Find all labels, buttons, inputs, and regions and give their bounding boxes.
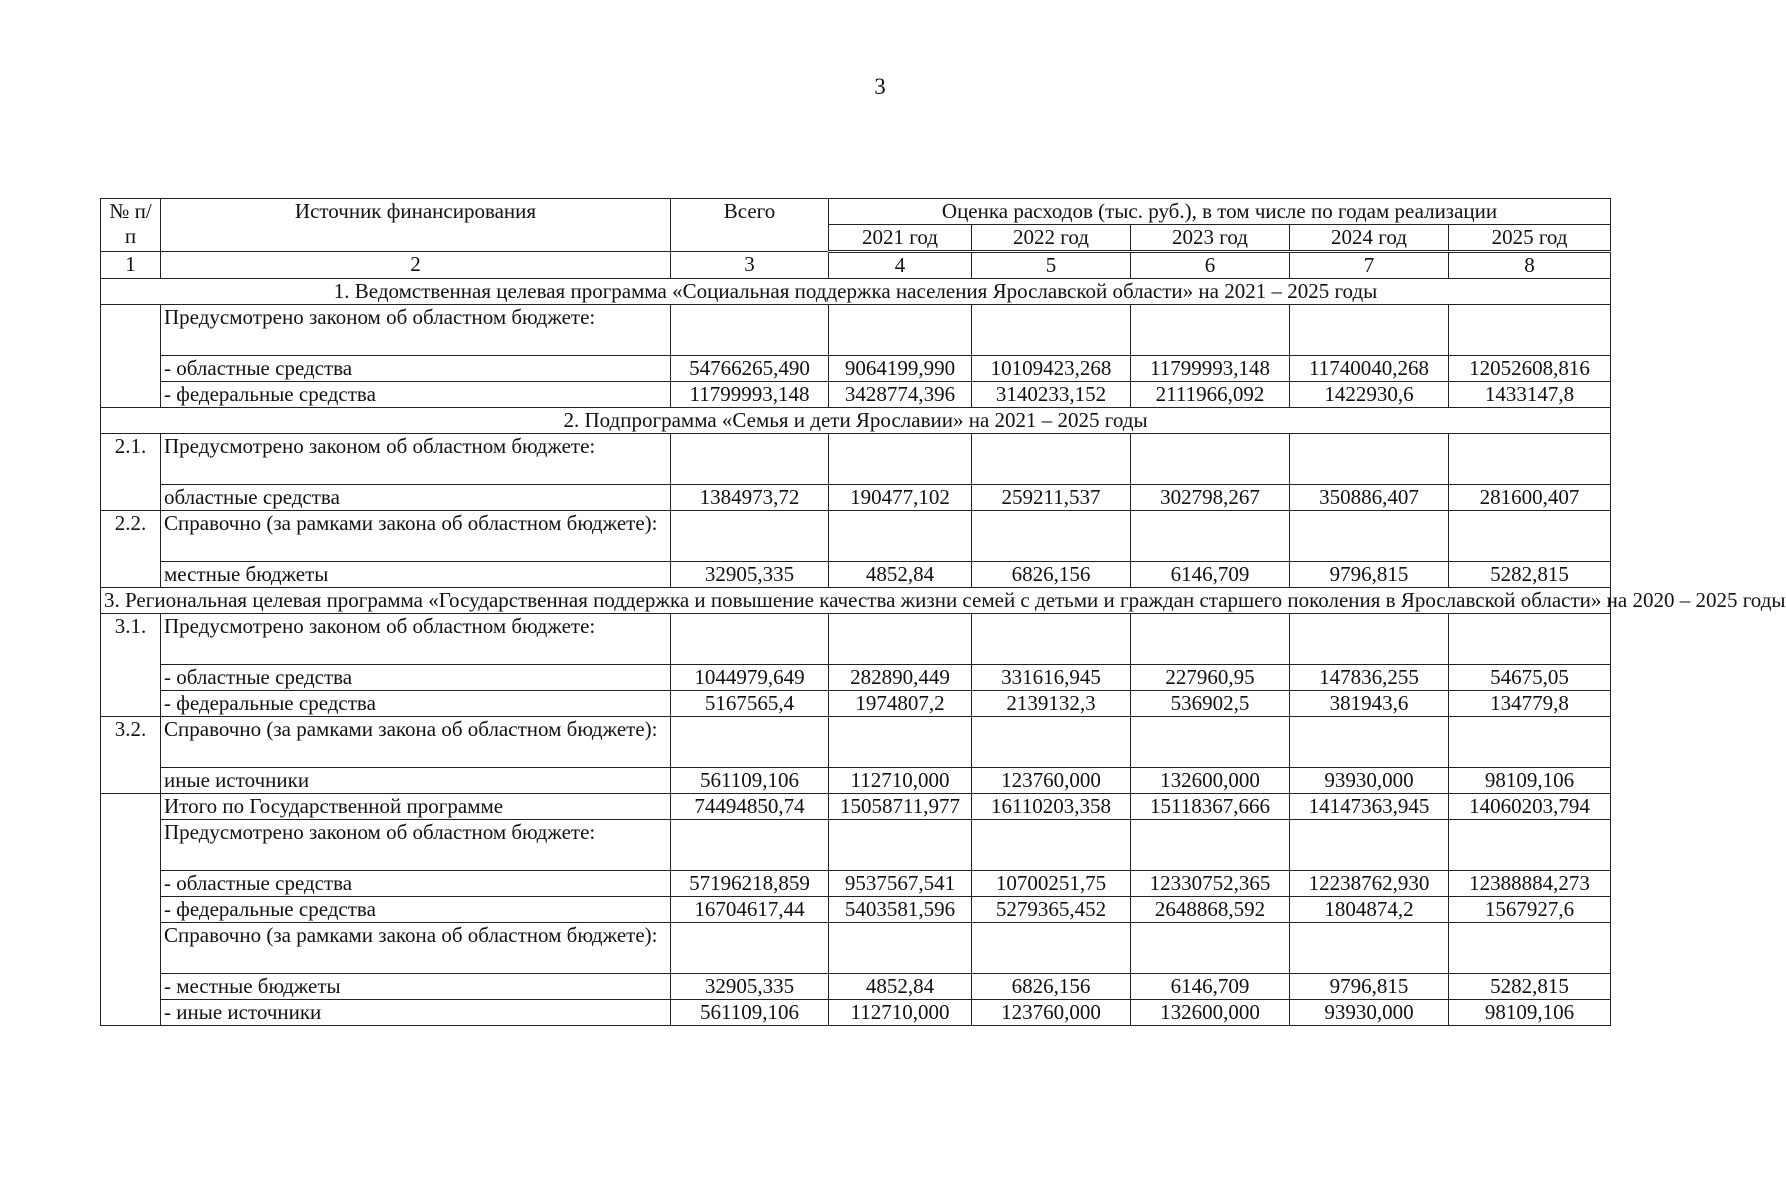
value-cell: 16704617,44 <box>671 897 829 923</box>
source-name: - областные средства <box>161 665 671 691</box>
value-cell: 2139132,3 <box>972 691 1131 717</box>
value-cell <box>1449 820 1611 871</box>
section-1-title: 1. Ведомственная целевая программа «Социальная поддержка населения Ярославской области» на 2021 – 2025 годы <box>101 279 1611 305</box>
value-cell: 282890,449 <box>829 665 972 691</box>
num-cell: 2.2. <box>101 511 161 588</box>
table-row <box>101 1000 1611 1026</box>
value-cell <box>1131 717 1290 768</box>
value-cell: 10700251,75 <box>972 871 1131 897</box>
value-cell <box>1290 923 1449 974</box>
value-cell: 1422930,6 <box>1290 382 1449 408</box>
value-cell <box>829 717 972 768</box>
value-cell <box>1449 614 1611 665</box>
value-cell <box>1449 923 1611 974</box>
value-cell <box>829 511 972 562</box>
source-name: - федеральные средства <box>161 897 671 923</box>
value-cell: 74494850,74 <box>671 794 829 820</box>
value-cell: 4852,84 <box>829 562 972 588</box>
header-source: Источник финансирования <box>161 199 671 252</box>
table-row <box>101 434 1611 485</box>
value-cell <box>1449 511 1611 562</box>
value-cell <box>972 305 1131 356</box>
value-cell: 331616,945 <box>972 665 1131 691</box>
section-3-title: 3. Региональная целевая программа «Государственная поддержка и повышение качества жизни семей с детьми и граждан старшего поколения в Ярославской области» на 2020 – 2025 годы <box>101 588 1611 614</box>
value-cell: 227960,95 <box>1131 665 1290 691</box>
value-cell <box>1290 717 1449 768</box>
value-cell: 3140233,152 <box>972 382 1131 408</box>
section-title-row <box>101 588 1611 614</box>
header-year: 2023 год <box>1131 225 1290 252</box>
column-numbers-row <box>101 252 1611 279</box>
value-cell: 14147363,945 <box>1290 794 1449 820</box>
col-number: 2 <box>161 252 671 279</box>
value-cell <box>1290 434 1449 485</box>
value-cell: 5167565,4 <box>671 691 829 717</box>
col-number: 4 <box>829 252 972 279</box>
value-cell: 6146,709 <box>1131 974 1290 1000</box>
value-cell: 561109,106 <box>671 1000 829 1026</box>
value-cell: 381943,6 <box>1290 691 1449 717</box>
value-cell: 132600,000 <box>1131 1000 1290 1026</box>
value-cell: 4852,84 <box>829 974 972 1000</box>
value-cell: 2648868,592 <box>1131 897 1290 923</box>
table-row <box>101 382 1611 408</box>
value-cell <box>829 614 972 665</box>
value-cell: 11799993,148 <box>671 382 829 408</box>
value-cell: 15058711,977 <box>829 794 972 820</box>
value-cell: 93930,000 <box>1290 768 1449 794</box>
section-title-row <box>101 279 1611 305</box>
source-name: - федеральные средства <box>161 691 671 717</box>
budget-table <box>100 198 1786 1026</box>
num-cell <box>101 305 161 408</box>
value-cell: 10109423,268 <box>972 356 1131 382</box>
value-cell <box>671 923 829 974</box>
value-cell <box>1449 305 1611 356</box>
table-row <box>101 562 1611 588</box>
value-cell: 98109,106 <box>1449 1000 1611 1026</box>
source-name: - иные источники <box>161 1000 671 1026</box>
value-cell <box>671 717 829 768</box>
source-label: Предусмотрено законом об областном бюджете: <box>161 820 671 871</box>
value-cell: 5282,815 <box>1449 562 1611 588</box>
total-title: Итого по Государственной программе <box>161 794 671 820</box>
value-cell <box>671 614 829 665</box>
value-cell: 302798,267 <box>1131 485 1290 511</box>
value-cell: 11740040,268 <box>1290 356 1449 382</box>
table-row <box>101 614 1611 665</box>
col-number: 1 <box>101 252 161 279</box>
value-cell: 190477,102 <box>829 485 972 511</box>
value-cell: 12330752,365 <box>1131 871 1290 897</box>
value-cell <box>1131 511 1290 562</box>
table-row <box>101 768 1611 794</box>
table-row <box>101 485 1611 511</box>
value-cell <box>1131 305 1290 356</box>
value-cell <box>972 511 1131 562</box>
value-cell: 9537567,541 <box>829 871 972 897</box>
table-row <box>101 923 1611 974</box>
value-cell: 123760,000 <box>972 1000 1131 1026</box>
value-cell: 147836,255 <box>1290 665 1449 691</box>
value-cell: 112710,000 <box>829 1000 972 1026</box>
table-row <box>101 356 1611 382</box>
value-cell: 281600,407 <box>1449 485 1611 511</box>
value-cell <box>671 305 829 356</box>
value-cell <box>1449 717 1611 768</box>
value-cell: 536902,5 <box>1131 691 1290 717</box>
value-cell <box>1131 614 1290 665</box>
header-year: 2025 год <box>1449 225 1611 252</box>
value-cell: 32905,335 <box>671 562 829 588</box>
value-cell: 57196218,859 <box>671 871 829 897</box>
value-cell: 12238762,930 <box>1290 871 1449 897</box>
value-cell <box>1290 614 1449 665</box>
value-cell: 12052608,816 <box>1449 356 1611 382</box>
header-estimate: Оценка расходов (тыс. руб.), в том числе по годам реализации <box>829 199 1611 225</box>
col-number: 6 <box>1131 252 1290 279</box>
value-cell: 5403581,596 <box>829 897 972 923</box>
source-name: областные средства <box>161 485 671 511</box>
value-cell: 1044979,649 <box>671 665 829 691</box>
value-cell <box>1290 511 1449 562</box>
value-cell: 5279365,452 <box>972 897 1131 923</box>
value-cell: 54675,05 <box>1449 665 1611 691</box>
value-cell: 1433147,8 <box>1449 382 1611 408</box>
value-cell <box>972 717 1131 768</box>
num-cell <box>101 794 161 1026</box>
page-number: 3 <box>874 74 886 99</box>
section-2-title: 2. Подпрограмма «Семья и дети Ярославии» на 2021 – 2025 годы <box>101 408 1611 434</box>
section-title-row <box>101 408 1611 434</box>
value-cell: 6826,156 <box>972 562 1131 588</box>
value-cell: 32905,335 <box>671 974 829 1000</box>
table-row <box>101 871 1611 897</box>
source-name: местные бюджеты <box>161 562 671 588</box>
source-label: Предусмотрено законом об областном бюджете: <box>161 614 671 665</box>
source-label: Предусмотрено законом об областном бюджете: <box>161 305 671 356</box>
header-year: 2022 год <box>972 225 1131 252</box>
value-cell: 54766265,490 <box>671 356 829 382</box>
source-name: - местные бюджеты <box>161 974 671 1000</box>
source-label: Справочно (за рамками закона об областном бюджете): <box>161 511 671 562</box>
value-cell: 1567927,6 <box>1449 897 1611 923</box>
source-name: - областные средства <box>161 356 671 382</box>
value-cell: 98109,106 <box>1449 768 1611 794</box>
value-cell: 14060203,794 <box>1449 794 1611 820</box>
value-cell: 9796,815 <box>1290 974 1449 1000</box>
col-number: 5 <box>972 252 1131 279</box>
value-cell <box>829 434 972 485</box>
value-cell <box>1290 305 1449 356</box>
header-year: 2021 год <box>829 225 972 252</box>
value-cell: 134779,8 <box>1449 691 1611 717</box>
col-number: 7 <box>1290 252 1449 279</box>
table-row <box>101 665 1611 691</box>
value-cell: 2111966,092 <box>1131 382 1290 408</box>
value-cell: 123760,000 <box>972 768 1131 794</box>
value-cell: 3428774,396 <box>829 382 972 408</box>
header-total: Всего <box>671 199 829 252</box>
num-cell: 2.1. <box>101 434 161 511</box>
value-cell <box>1131 434 1290 485</box>
value-cell: 112710,000 <box>829 768 972 794</box>
table-row <box>101 305 1611 356</box>
value-cell <box>972 434 1131 485</box>
value-cell: 9796,815 <box>1290 562 1449 588</box>
table-row <box>101 691 1611 717</box>
value-cell: 350886,407 <box>1290 485 1449 511</box>
header-row <box>101 199 1611 225</box>
value-cell: 16110203,358 <box>972 794 1131 820</box>
value-cell: 12388884,273 <box>1449 871 1611 897</box>
value-cell: 1804874,2 <box>1290 897 1449 923</box>
value-cell: 15118367,666 <box>1131 794 1290 820</box>
value-cell <box>1131 923 1290 974</box>
value-cell: 561109,106 <box>671 768 829 794</box>
value-cell: 11799993,148 <box>1131 356 1290 382</box>
table-row <box>101 511 1611 562</box>
value-cell: 6146,709 <box>1131 562 1290 588</box>
source-name: - областные средства <box>161 871 671 897</box>
value-cell <box>972 614 1131 665</box>
value-cell: 9064199,990 <box>829 356 972 382</box>
value-cell <box>829 923 972 974</box>
value-cell: 5282,815 <box>1449 974 1611 1000</box>
source-label: Предусмотрено законом об областном бюджете: <box>161 434 671 485</box>
table-row <box>101 974 1611 1000</box>
value-cell: 1384973,72 <box>671 485 829 511</box>
source-label: Справочно (за рамками закона об областном бюджете): <box>161 717 671 768</box>
source-name: - федеральные средства <box>161 382 671 408</box>
col-number: 3 <box>671 252 829 279</box>
header-num: № п/п <box>101 199 161 252</box>
value-cell <box>972 820 1131 871</box>
num-cell: 3.2. <box>101 717 161 794</box>
source-name: иные источники <box>161 768 671 794</box>
value-cell <box>671 820 829 871</box>
table-row <box>101 717 1611 768</box>
total-row <box>101 794 1611 820</box>
value-cell <box>972 923 1131 974</box>
num-cell: 3.1. <box>101 614 161 717</box>
value-cell <box>1131 820 1290 871</box>
value-cell: 1974807,2 <box>829 691 972 717</box>
table-row <box>101 897 1611 923</box>
value-cell: 132600,000 <box>1131 768 1290 794</box>
value-cell <box>1290 820 1449 871</box>
header-year: 2024 год <box>1290 225 1449 252</box>
value-cell <box>1449 434 1611 485</box>
value-cell <box>671 434 829 485</box>
value-cell: 93930,000 <box>1290 1000 1449 1026</box>
value-cell <box>829 820 972 871</box>
source-label: Справочно (за рамками закона об областном бюджете): <box>161 923 671 974</box>
value-cell: 259211,537 <box>972 485 1131 511</box>
value-cell <box>829 305 972 356</box>
value-cell: 6826,156 <box>972 974 1131 1000</box>
col-number: 8 <box>1449 252 1611 279</box>
value-cell <box>671 511 829 562</box>
table-row <box>101 820 1611 871</box>
